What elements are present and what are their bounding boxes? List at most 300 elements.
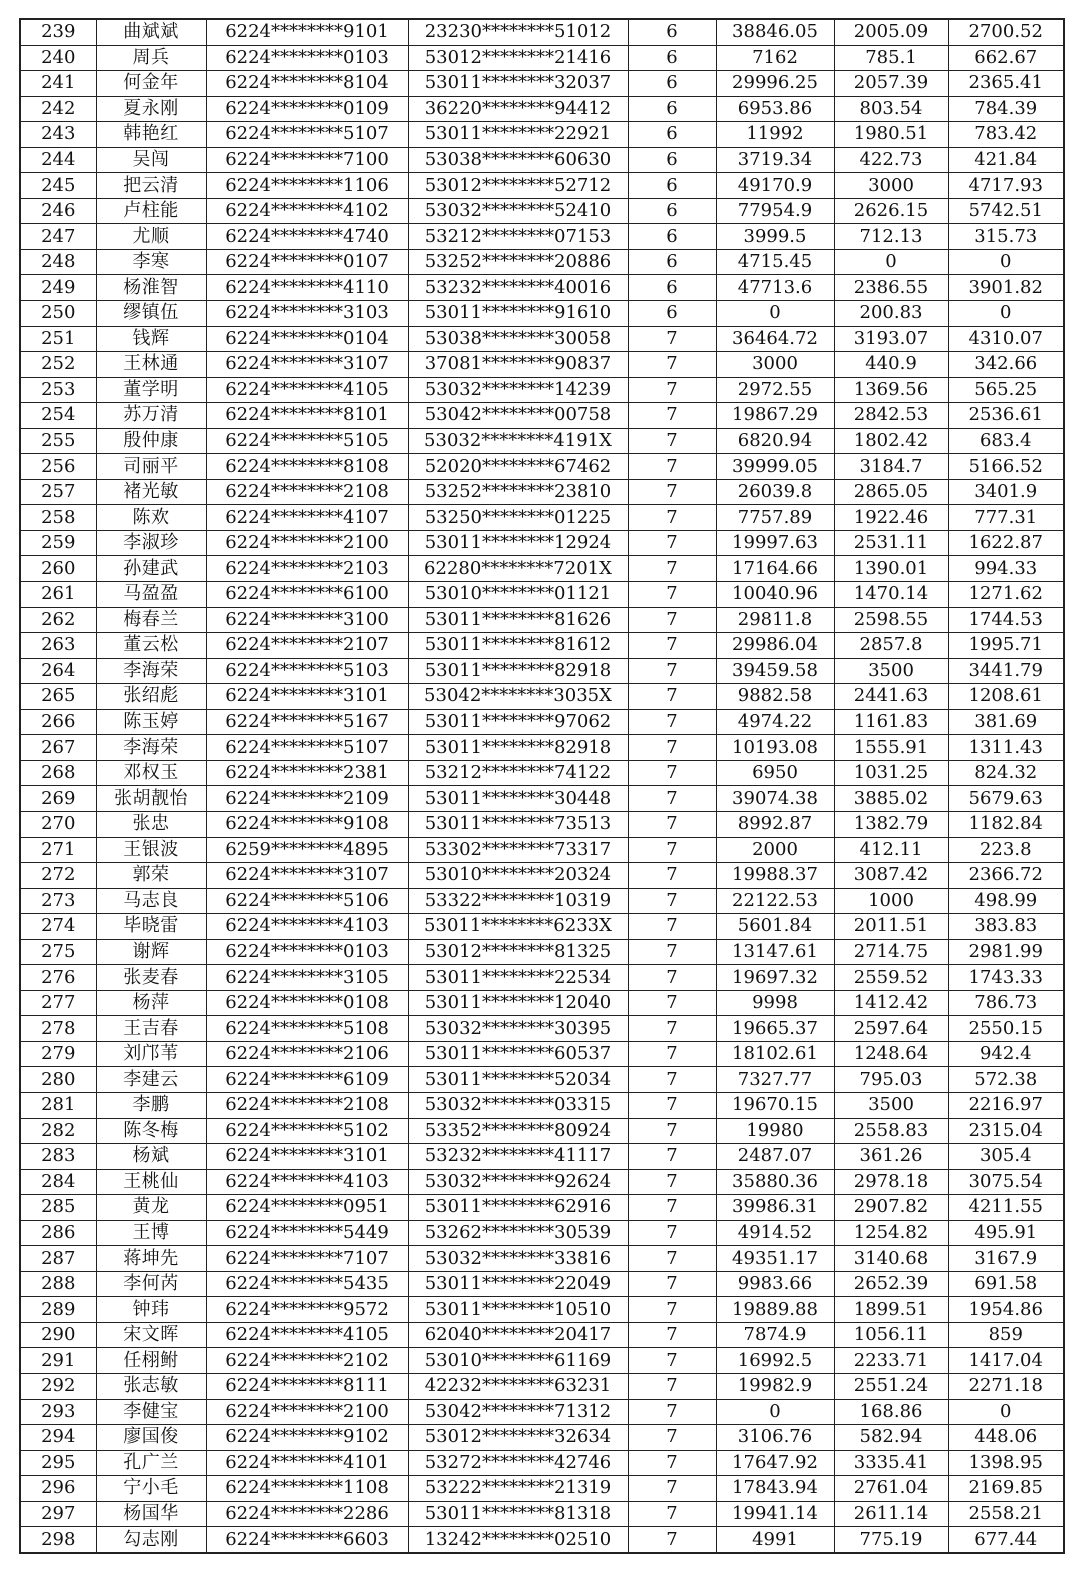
row-number-cell: 264 (20, 658, 96, 684)
row-number-cell: 276 (20, 965, 96, 991)
table-row (20, 760, 1064, 786)
amount-2-cell: 1161.83 (834, 709, 948, 735)
row-number-cell: 278 (20, 1016, 96, 1042)
group-cell: 7 (628, 1041, 716, 1067)
table-row (20, 633, 1064, 659)
amount-2-cell: 803.54 (834, 96, 948, 122)
id-number-cell: 53011********12040 (408, 990, 628, 1016)
amount-2-cell: 2386.55 (834, 275, 948, 301)
row-number-cell: 282 (20, 1118, 96, 1144)
amount-1-cell: 3106.76 (716, 1425, 834, 1451)
id-number-cell: 53252********23810 (408, 479, 628, 505)
name-cell: 董云松 (96, 633, 206, 659)
table-row (20, 173, 1064, 199)
row-number-cell: 287 (20, 1246, 96, 1272)
table-body (20, 19, 1064, 1553)
amount-1-cell: 38846.05 (716, 19, 834, 45)
group-cell: 7 (628, 428, 716, 454)
row-number-cell: 297 (20, 1501, 96, 1527)
id-number-cell: 53011********32037 (408, 71, 628, 97)
id-number-cell: 53011********22921 (408, 122, 628, 148)
row-number-cell: 249 (20, 275, 96, 301)
group-cell: 7 (628, 837, 716, 863)
id-number-cell: 62280********7201X (408, 556, 628, 582)
table-row (20, 990, 1064, 1016)
amount-3-cell: 1311.43 (948, 735, 1064, 761)
amount-1-cell: 3719.34 (716, 147, 834, 173)
id-number-cell: 53011********10510 (408, 1297, 628, 1323)
amount-2-cell: 2907.82 (834, 1195, 948, 1221)
row-number-cell: 248 (20, 249, 96, 275)
name-cell: 马盈盈 (96, 582, 206, 608)
amount-2-cell: 2597.64 (834, 1016, 948, 1042)
name-cell: 杨淮智 (96, 275, 206, 301)
name-cell: 张志敏 (96, 1373, 206, 1399)
amount-3-cell: 783.42 (948, 122, 1064, 148)
id-number-cell: 53322********10319 (408, 888, 628, 914)
group-cell: 7 (628, 658, 716, 684)
amount-2-cell: 1802.42 (834, 428, 948, 454)
row-number-cell: 257 (20, 479, 96, 505)
row-number-cell: 243 (20, 122, 96, 148)
amount-1-cell: 19982.9 (716, 1373, 834, 1399)
name-cell: 把云清 (96, 173, 206, 199)
group-cell: 7 (628, 684, 716, 710)
amount-2-cell: 795.03 (834, 1067, 948, 1093)
amount-2-cell: 2761.04 (834, 1476, 948, 1502)
group-cell: 7 (628, 377, 716, 403)
amount-1-cell: 19670.15 (716, 1092, 834, 1118)
amount-2-cell: 2558.83 (834, 1118, 948, 1144)
amount-1-cell: 35880.36 (716, 1169, 834, 1195)
amount-2-cell: 3500 (834, 1092, 948, 1118)
table-row (20, 1092, 1064, 1118)
group-cell: 7 (628, 1425, 716, 1451)
amount-2-cell: 775.19 (834, 1527, 948, 1553)
amount-2-cell: 3000 (834, 173, 948, 199)
row-number-cell: 258 (20, 505, 96, 531)
group-cell: 7 (628, 479, 716, 505)
row-number-cell: 284 (20, 1169, 96, 1195)
table-row (20, 96, 1064, 122)
amount-3-cell: 2365.41 (948, 71, 1064, 97)
group-cell: 7 (628, 1067, 716, 1093)
name-cell: 宁小毛 (96, 1476, 206, 1502)
table-row (20, 582, 1064, 608)
name-cell: 吴闯 (96, 147, 206, 173)
id-number-cell: 53232********41117 (408, 1144, 628, 1170)
amount-2-cell: 3087.42 (834, 863, 948, 889)
bank-card-cell: 6224********2108 (206, 479, 408, 505)
bank-card-cell: 6224********7100 (206, 147, 408, 173)
amount-1-cell: 19988.37 (716, 863, 834, 889)
bank-card-cell: 6224********4110 (206, 275, 408, 301)
row-number-cell: 250 (20, 301, 96, 327)
name-cell: 郭荣 (96, 863, 206, 889)
table-row (20, 45, 1064, 71)
bank-card-cell: 6224********5449 (206, 1220, 408, 1246)
row-number-cell: 265 (20, 684, 96, 710)
amount-3-cell: 305.4 (948, 1144, 1064, 1170)
name-cell: 孔广兰 (96, 1450, 206, 1476)
amount-1-cell: 4715.45 (716, 249, 834, 275)
bank-card-cell: 6224********5102 (206, 1118, 408, 1144)
amount-3-cell: 381.69 (948, 709, 1064, 735)
group-cell: 7 (628, 1092, 716, 1118)
bank-card-cell: 6224********4105 (206, 377, 408, 403)
bank-card-cell: 6224********4740 (206, 224, 408, 250)
id-number-cell: 53042********71312 (408, 1399, 628, 1425)
name-cell: 李寒 (96, 249, 206, 275)
amount-3-cell: 1398.95 (948, 1450, 1064, 1476)
amount-2-cell: 2842.53 (834, 403, 948, 429)
bank-card-cell: 6224********5435 (206, 1271, 408, 1297)
amount-3-cell: 2536.61 (948, 403, 1064, 429)
group-cell: 7 (628, 1195, 716, 1221)
table-row (20, 1220, 1064, 1246)
group-cell: 7 (628, 1220, 716, 1246)
row-number-cell: 277 (20, 990, 96, 1016)
row-number-cell: 274 (20, 914, 96, 940)
amount-3-cell: 4310.07 (948, 326, 1064, 352)
group-cell: 7 (628, 454, 716, 480)
table-row (20, 198, 1064, 224)
amount-3-cell: 691.58 (948, 1271, 1064, 1297)
amount-2-cell: 3140.68 (834, 1246, 948, 1272)
row-number-cell: 292 (20, 1373, 96, 1399)
id-number-cell: 37081********90837 (408, 352, 628, 378)
row-number-cell: 273 (20, 888, 96, 914)
amount-3-cell: 1744.53 (948, 607, 1064, 633)
row-number-cell: 245 (20, 173, 96, 199)
amount-1-cell: 5601.84 (716, 914, 834, 940)
bank-card-cell: 6224********0107 (206, 249, 408, 275)
row-number-cell: 241 (20, 71, 96, 97)
id-number-cell: 53032********52410 (408, 198, 628, 224)
amount-1-cell: 9998 (716, 990, 834, 1016)
name-cell: 张忠 (96, 811, 206, 837)
id-number-cell: 53011********52034 (408, 1067, 628, 1093)
amount-3-cell: 2700.52 (948, 19, 1064, 45)
group-cell: 7 (628, 990, 716, 1016)
id-number-cell: 53010********01121 (408, 582, 628, 608)
amount-1-cell: 3000 (716, 352, 834, 378)
amount-1-cell: 22122.53 (716, 888, 834, 914)
name-cell: 杨斌 (96, 1144, 206, 1170)
amount-1-cell: 77954.9 (716, 198, 834, 224)
table-row (20, 965, 1064, 991)
bank-card-cell: 6224********8111 (206, 1373, 408, 1399)
row-number-cell: 294 (20, 1425, 96, 1451)
table-row (20, 428, 1064, 454)
name-cell: 尤顺 (96, 224, 206, 250)
amount-1-cell: 10193.08 (716, 735, 834, 761)
row-number-cell: 251 (20, 326, 96, 352)
id-number-cell: 53012********52712 (408, 173, 628, 199)
group-cell: 6 (628, 19, 716, 45)
table-row (20, 684, 1064, 710)
table-row (20, 71, 1064, 97)
bank-card-cell: 6224********3105 (206, 965, 408, 991)
id-number-cell: 53032********14239 (408, 377, 628, 403)
name-cell: 周兵 (96, 45, 206, 71)
amount-1-cell: 9983.66 (716, 1271, 834, 1297)
bank-card-cell: 6224********3103 (206, 301, 408, 327)
id-number-cell: 53032********4191X (408, 428, 628, 454)
amount-3-cell: 2169.85 (948, 1476, 1064, 1502)
amount-2-cell: 440.9 (834, 352, 948, 378)
id-number-cell: 53011********12924 (408, 530, 628, 556)
table-row (20, 786, 1064, 812)
row-number-cell: 266 (20, 709, 96, 735)
amount-3-cell: 223.8 (948, 837, 1064, 863)
id-number-cell: 53012********32634 (408, 1425, 628, 1451)
id-number-cell: 52020********67462 (408, 454, 628, 480)
name-cell: 苏万清 (96, 403, 206, 429)
id-number-cell: 53032********33816 (408, 1246, 628, 1272)
row-number-cell: 275 (20, 939, 96, 965)
group-cell: 7 (628, 863, 716, 889)
group-cell: 7 (628, 1271, 716, 1297)
row-number-cell: 290 (20, 1322, 96, 1348)
amount-3-cell: 3901.82 (948, 275, 1064, 301)
amount-1-cell: 2000 (716, 837, 834, 863)
amount-2-cell: 1248.64 (834, 1041, 948, 1067)
bank-card-cell: 6259********4895 (206, 837, 408, 863)
id-number-cell: 53011********81612 (408, 633, 628, 659)
bank-card-cell: 6224********2102 (206, 1348, 408, 1374)
name-cell: 缪镇伍 (96, 301, 206, 327)
bank-card-cell: 6224********6109 (206, 1067, 408, 1093)
table-row (20, 914, 1064, 940)
amount-2-cell: 1980.51 (834, 122, 948, 148)
amount-2-cell: 1470.14 (834, 582, 948, 608)
amount-2-cell: 2011.51 (834, 914, 948, 940)
bank-card-cell: 6224********5105 (206, 428, 408, 454)
group-cell: 7 (628, 556, 716, 582)
id-number-cell: 53011********82918 (408, 658, 628, 684)
row-number-cell: 285 (20, 1195, 96, 1221)
table-row (20, 888, 1064, 914)
name-cell: 李海荣 (96, 735, 206, 761)
amount-1-cell: 19867.29 (716, 403, 834, 429)
id-number-cell: 13242********02510 (408, 1527, 628, 1553)
amount-3-cell: 786.73 (948, 990, 1064, 1016)
group-cell: 7 (628, 403, 716, 429)
id-number-cell: 53212********74122 (408, 760, 628, 786)
amount-2-cell: 1382.79 (834, 811, 948, 837)
row-number-cell: 260 (20, 556, 96, 582)
amount-3-cell: 859 (948, 1322, 1064, 1348)
group-cell: 7 (628, 709, 716, 735)
amount-2-cell: 3193.07 (834, 326, 948, 352)
name-cell: 李健宝 (96, 1399, 206, 1425)
id-number-cell: 53011********97062 (408, 709, 628, 735)
table-row (20, 1297, 1064, 1323)
table-row (20, 1169, 1064, 1195)
amount-1-cell: 4974.22 (716, 709, 834, 735)
bank-card-cell: 6224********4102 (206, 198, 408, 224)
amount-3-cell: 5679.63 (948, 786, 1064, 812)
id-number-cell: 62040********20417 (408, 1322, 628, 1348)
amount-1-cell: 17843.94 (716, 1476, 834, 1502)
id-number-cell: 53250********01225 (408, 505, 628, 531)
amount-3-cell: 565.25 (948, 377, 1064, 403)
amount-2-cell: 3335.41 (834, 1450, 948, 1476)
name-cell: 黄龙 (96, 1195, 206, 1221)
bank-card-cell: 6224********5167 (206, 709, 408, 735)
amount-1-cell: 26039.8 (716, 479, 834, 505)
amount-1-cell: 39074.38 (716, 786, 834, 812)
amount-2-cell: 582.94 (834, 1425, 948, 1451)
name-cell: 王林通 (96, 352, 206, 378)
row-number-cell: 261 (20, 582, 96, 608)
bank-card-cell: 6224********6100 (206, 582, 408, 608)
id-number-cell: 36220********94412 (408, 96, 628, 122)
amount-2-cell: 1899.51 (834, 1297, 948, 1323)
amount-1-cell: 29811.8 (716, 607, 834, 633)
id-number-cell: 53011********60537 (408, 1041, 628, 1067)
name-cell: 毕晓雷 (96, 914, 206, 940)
id-number-cell: 53038********30058 (408, 326, 628, 352)
amount-1-cell: 39459.58 (716, 658, 834, 684)
name-cell: 韩艳红 (96, 122, 206, 148)
amount-1-cell: 19697.32 (716, 965, 834, 991)
amount-2-cell: 2611.14 (834, 1501, 948, 1527)
name-cell: 何金年 (96, 71, 206, 97)
group-cell: 7 (628, 1476, 716, 1502)
amount-3-cell: 1208.61 (948, 684, 1064, 710)
row-number-cell: 281 (20, 1092, 96, 1118)
bank-card-cell: 6224********8104 (206, 71, 408, 97)
id-number-cell: 53011********81318 (408, 1501, 628, 1527)
id-number-cell: 53222********21319 (408, 1476, 628, 1502)
amount-2-cell: 2714.75 (834, 939, 948, 965)
name-cell: 王吉春 (96, 1016, 206, 1042)
amount-1-cell: 7874.9 (716, 1322, 834, 1348)
table-row (20, 403, 1064, 429)
amount-1-cell: 16992.5 (716, 1348, 834, 1374)
name-cell: 王博 (96, 1220, 206, 1246)
amount-1-cell: 19980 (716, 1118, 834, 1144)
name-cell: 谢辉 (96, 939, 206, 965)
bank-card-cell: 6224********8108 (206, 454, 408, 480)
group-cell: 6 (628, 45, 716, 71)
name-cell: 陈冬梅 (96, 1118, 206, 1144)
bank-card-cell: 6224********5108 (206, 1016, 408, 1042)
amount-1-cell: 8992.87 (716, 811, 834, 837)
amount-1-cell: 2972.55 (716, 377, 834, 403)
name-cell: 张绍彪 (96, 684, 206, 710)
amount-2-cell: 2626.15 (834, 198, 948, 224)
amount-3-cell: 2558.21 (948, 1501, 1064, 1527)
table-row (20, 1476, 1064, 1502)
amount-1-cell: 19997.63 (716, 530, 834, 556)
table-row (20, 1271, 1064, 1297)
group-cell: 6 (628, 122, 716, 148)
bank-card-cell: 6224********2109 (206, 786, 408, 812)
bank-card-cell: 6224********2100 (206, 1399, 408, 1425)
amount-2-cell: 1031.25 (834, 760, 948, 786)
name-cell: 钟玮 (96, 1297, 206, 1323)
amount-3-cell: 1622.87 (948, 530, 1064, 556)
bank-card-cell: 6224********0104 (206, 326, 408, 352)
name-cell: 邓权玉 (96, 760, 206, 786)
bank-card-cell: 6224********0951 (206, 1195, 408, 1221)
id-number-cell: 53042********00758 (408, 403, 628, 429)
amount-1-cell: 6953.86 (716, 96, 834, 122)
amount-3-cell: 572.38 (948, 1067, 1064, 1093)
table-row (20, 735, 1064, 761)
name-cell: 杨萍 (96, 990, 206, 1016)
amount-1-cell: 19665.37 (716, 1016, 834, 1042)
amount-3-cell: 3441.79 (948, 658, 1064, 684)
amount-2-cell: 2978.18 (834, 1169, 948, 1195)
table-row (20, 709, 1064, 735)
group-cell: 7 (628, 735, 716, 761)
amount-3-cell: 421.84 (948, 147, 1064, 173)
amount-3-cell: 683.4 (948, 428, 1064, 454)
amount-2-cell: 2233.71 (834, 1348, 948, 1374)
row-number-cell: 291 (20, 1348, 96, 1374)
amount-2-cell: 0 (834, 249, 948, 275)
amount-1-cell: 0 (716, 1399, 834, 1425)
table-row (20, 837, 1064, 863)
amount-3-cell: 662.67 (948, 45, 1064, 71)
amount-2-cell: 412.11 (834, 837, 948, 863)
id-number-cell: 53252********20886 (408, 249, 628, 275)
amount-1-cell: 49170.9 (716, 173, 834, 199)
table-row (20, 1373, 1064, 1399)
table-row (20, 275, 1064, 301)
amount-1-cell: 39999.05 (716, 454, 834, 480)
name-cell: 陈玉婷 (96, 709, 206, 735)
table-row (20, 505, 1064, 531)
amount-2-cell: 2057.39 (834, 71, 948, 97)
name-cell: 张麦春 (96, 965, 206, 991)
amount-1-cell: 29986.04 (716, 633, 834, 659)
amount-3-cell: 2550.15 (948, 1016, 1064, 1042)
group-cell: 7 (628, 1373, 716, 1399)
table-row (20, 1425, 1064, 1451)
group-cell: 6 (628, 224, 716, 250)
amount-1-cell: 7162 (716, 45, 834, 71)
bank-card-cell: 6224********4107 (206, 505, 408, 531)
row-number-cell: 255 (20, 428, 96, 454)
group-cell: 6 (628, 301, 716, 327)
group-cell: 7 (628, 1322, 716, 1348)
table-row (20, 1348, 1064, 1374)
group-cell: 7 (628, 965, 716, 991)
name-cell: 曲斌斌 (96, 19, 206, 45)
group-cell: 6 (628, 173, 716, 199)
amount-2-cell: 2598.55 (834, 607, 948, 633)
group-cell: 7 (628, 888, 716, 914)
table-row (20, 122, 1064, 148)
amount-3-cell: 777.31 (948, 505, 1064, 531)
row-number-cell: 259 (20, 530, 96, 556)
bank-card-cell: 6224********9101 (206, 19, 408, 45)
group-cell: 7 (628, 939, 716, 965)
row-number-cell: 270 (20, 811, 96, 837)
name-cell: 李建云 (96, 1067, 206, 1093)
amount-1-cell: 10040.96 (716, 582, 834, 608)
amount-1-cell: 18102.61 (716, 1041, 834, 1067)
name-cell: 勾志刚 (96, 1527, 206, 1553)
amount-2-cell: 1390.01 (834, 556, 948, 582)
amount-1-cell: 7757.89 (716, 505, 834, 531)
table-row (20, 1067, 1064, 1093)
